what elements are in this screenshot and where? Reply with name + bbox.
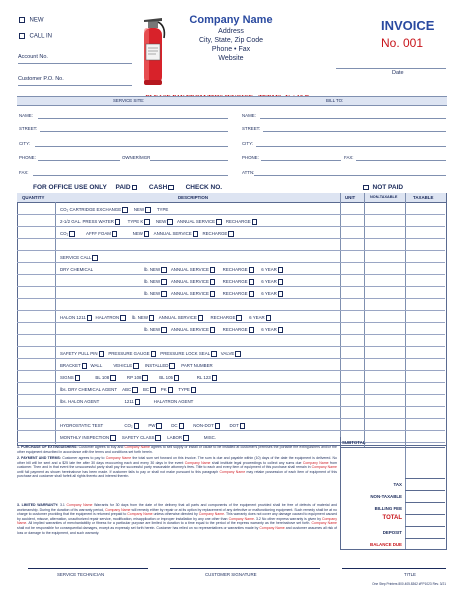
- cartridge-label: CO₂ CARTRIDGE EXCHANGE: [60, 207, 122, 212]
- six-year-label: 6 YEAR: [261, 327, 277, 332]
- terms-3-title: 3. LIMITED WARRANTY:: [17, 503, 59, 507]
- halon-agent-label: lbs. HALON AGENT: [60, 399, 100, 404]
- misc-label: MISC.: [203, 435, 217, 440]
- bill-to-label: BILL TO:: [326, 97, 344, 103]
- service-call-label: SERVICE CALL: [60, 255, 92, 260]
- recharge-label: RECHARGE: [222, 327, 248, 332]
- bc-label: BC: [142, 387, 150, 392]
- subtotal-label: SUBTOTAL: [342, 440, 366, 445]
- row-parts[interactable]: [60, 351, 241, 357]
- installed-label: INSTALLED: [144, 363, 169, 368]
- row-monthly[interactable]: [60, 435, 216, 441]
- totals-divider-2: [405, 437, 406, 549]
- recharge-label: RECHARGE: [222, 291, 248, 296]
- terms-1-text-b: agrees to sell supply or install or cause to be installed at customer's premises the portable fire extinguishers and/or the other equipment described in accordance with the terms and conditions set forth herein.: [17, 445, 338, 454]
- press-water-recharge-label: RECHARGE: [225, 219, 251, 224]
- not-paid-label: NOT PAID: [372, 184, 404, 191]
- terms-2: [17, 456, 337, 479]
- service-city-line[interactable]: [35, 146, 228, 147]
- dc-checkbox[interactable]: [179, 423, 185, 429]
- printer-footer: One Step Printers 800.405.8362 #FP1023 Rev. 3/21: [372, 582, 446, 586]
- bracket-label: BRACKET: [60, 363, 81, 368]
- office-use-row: [33, 184, 222, 191]
- row-halon-2[interactable]: [144, 327, 283, 333]
- pressure-gauge-label: PRESSURE GAUGE: [108, 351, 150, 356]
- invoice-title: INVOICE: [381, 18, 435, 33]
- rl123-label: RL 123: [196, 375, 211, 380]
- table-row-rule: [17, 406, 445, 407]
- press-water-type-checkbox[interactable]: [144, 219, 150, 225]
- totals-row-rule: [405, 478, 445, 479]
- totals-row-rule: [405, 490, 445, 491]
- terms-1-title: 1. PURCHASE OF EXTINGUISHERS:: [17, 445, 78, 449]
- halon-1211-agent-label: 1211: [124, 399, 134, 404]
- bill-name-line[interactable]: [260, 118, 446, 119]
- press-water-new-label: NEW: [156, 219, 167, 224]
- labor-checkbox[interactable]: [183, 435, 189, 441]
- deposit-label: DEPOSIT: [382, 530, 402, 535]
- bill-name-label: NAME:: [242, 113, 256, 118]
- service-name-line[interactable]: [38, 118, 228, 119]
- table-row-rule: [17, 262, 445, 263]
- dry-agent-label: lbs. DRY CHEMICAL AGENT: [60, 387, 117, 392]
- attn-line[interactable]: [254, 175, 446, 176]
- table-row-rule: [17, 418, 445, 419]
- halon-1211-checkbox[interactable]: [87, 315, 93, 321]
- rp108-label: RP 108: [126, 375, 142, 380]
- dry-3-recharge-checkbox[interactable]: [249, 291, 255, 297]
- recharge-label: RECHARGE: [222, 279, 248, 284]
- table-row-rule: [17, 370, 445, 371]
- co2-new-label: NEW: [132, 231, 143, 236]
- annual-service-label: ANNUAL SERVICE: [170, 291, 209, 296]
- halon-2-annual-checkbox[interactable]: [210, 327, 216, 333]
- halatron-checkbox[interactable]: [120, 315, 126, 321]
- dry-2-six-year-checkbox[interactable]: [278, 279, 284, 285]
- company-address: Address: [218, 28, 244, 35]
- table-row-rule: [17, 346, 445, 347]
- vehicle-label: VEHICLE: [113, 363, 133, 368]
- lb-new-label: lb. NEW: [144, 279, 161, 284]
- part-number-label: PART NUMBER: [181, 363, 213, 368]
- bill-fax-line[interactable]: [356, 160, 446, 161]
- bill-city-line[interactable]: [256, 146, 446, 147]
- co2-annual-checkbox[interactable]: [193, 231, 199, 237]
- date-label: Date: [392, 70, 404, 76]
- pull-pin-label: SAFETY PULL PIN: [60, 351, 98, 356]
- totals-row-rule: [405, 538, 445, 539]
- attn-label: ATTN:: [242, 170, 255, 175]
- terms-3: [17, 503, 337, 535]
- table-row-rule: [17, 394, 445, 395]
- company-website: Website: [218, 55, 244, 62]
- row-press-water[interactable]: [60, 219, 257, 225]
- co2-new-checkbox[interactable]: [144, 231, 150, 237]
- afff-foam-label: AFFF FOAM: [86, 231, 111, 236]
- table-row-rule: [17, 310, 445, 311]
- rl123-checkbox[interactable]: [212, 375, 218, 381]
- row-cartridge[interactable]: [60, 207, 168, 213]
- bl105-checkbox[interactable]: [174, 375, 180, 381]
- annual-service-label: ANNUAL SERVICE: [170, 267, 209, 272]
- halatron-agent-label: HALATRON AGENT: [153, 399, 194, 404]
- valve-label: VALVE: [220, 351, 235, 356]
- quantity-header: QUANTITY: [22, 195, 45, 200]
- balance-due-label: BALANCE DUE: [370, 542, 402, 547]
- co2-recharge-label: RECHARGE: [202, 231, 228, 236]
- service-phone-line[interactable]: [38, 160, 120, 161]
- co2-recharge-checkbox[interactable]: [228, 231, 234, 237]
- owner-mgr-label: OWNER/MGR: [122, 155, 151, 160]
- afff-foam-checkbox[interactable]: [112, 231, 118, 237]
- call-in-checkbox[interactable]: [19, 33, 25, 39]
- sites-header-bar: [17, 96, 447, 106]
- title-label: TITLE: [404, 572, 416, 577]
- co2-annual-label: ANNUAL SERVICE: [153, 231, 192, 236]
- service-street-line[interactable]: [40, 131, 228, 132]
- company-name: Company Name: [189, 14, 273, 26]
- service-phone-label: PHONE:: [19, 155, 36, 160]
- service-fax-label: FAX:: [19, 170, 29, 175]
- rp108-checkbox[interactable]: [142, 375, 148, 381]
- press-water-recharge-checkbox[interactable]: [252, 219, 258, 225]
- total-label: TOTAL: [382, 515, 402, 521]
- bill-phone-label: PHONE:: [242, 155, 259, 160]
- annual-service-label: ANNUAL SERVICE: [170, 279, 209, 284]
- dry-2-new-checkbox[interactable]: [161, 279, 167, 285]
- dry-1-annual-checkbox[interactable]: [210, 267, 216, 273]
- totals-row-rule: [405, 502, 445, 503]
- row-service-call[interactable]: [60, 255, 98, 261]
- table-row-rule: [17, 250, 445, 251]
- dry-1-recharge-checkbox[interactable]: [249, 267, 255, 273]
- terms-2-text: Customer agrees to pay to Company Name the total sum set forward on this invoice. The sum is due and payable within (10) days of the date the equipment is delivered. No other bill will be sent and a $25 late fee after 30 days reoccurring each and every 30 days in the event Company Name shall institute legal proceedings to collect any sums due Company Name from customer. Then and in that event the unsuccessful party shall pay the successful party reasonable attorney's fees. Title to each and every item of equipment of this purchase shall remain in Company Name until full payment as shown hereinabove has been made. If customer fails to pay or shall not make pursuant to this paragraph Company Name may retake possession of each item of equipment of this purchase and customer shall forfeit all rights thereto and interest therein.: [17, 456, 337, 479]
- taxable-header: TAXABLE: [413, 195, 434, 200]
- non-taxable-label: NON-TAXABLE: [370, 494, 402, 499]
- table-row-rule: [17, 226, 445, 227]
- cartridge-checkbox[interactable]: [122, 207, 128, 213]
- bl108-checkbox[interactable]: [110, 375, 116, 381]
- dry-3-annual-checkbox[interactable]: [210, 291, 216, 297]
- table-row-rule: [17, 358, 445, 359]
- press-water-annual-checkbox[interactable]: [216, 219, 222, 225]
- halon-2-recharge-checkbox[interactable]: [249, 327, 255, 333]
- service-city-label: CITY:: [19, 141, 30, 146]
- row-co2-foam[interactable]: [60, 231, 234, 237]
- check-no-label: CHECK NO.: [185, 184, 223, 191]
- co2-checkbox[interactable]: [69, 231, 75, 237]
- dry-2-recharge-checkbox[interactable]: [249, 279, 255, 285]
- customer-signature-line[interactable]: [170, 568, 320, 569]
- lb-new-label: lb. NEW: [144, 267, 161, 272]
- dot-label: DOT: [229, 423, 239, 428]
- halon-1211-agent-checkbox[interactable]: [135, 399, 141, 405]
- company-phone-fax: Phone • Fax: [211, 46, 251, 53]
- table-row-rule: [17, 238, 445, 239]
- new-checkbox[interactable]: [19, 17, 25, 23]
- table-row-rule: [17, 334, 445, 335]
- customer-signature-label: CUSTOMER SIGNATURE: [205, 572, 257, 577]
- hydro-co2-checkbox[interactable]: [134, 423, 140, 429]
- billing-fee-label: BILLING FEE: [374, 506, 402, 511]
- halon-1-six-year-checkbox[interactable]: [266, 315, 272, 321]
- recharge-label: RECHARGE: [210, 315, 236, 320]
- table-row-rule: [17, 286, 445, 287]
- press-water-new-checkbox[interactable]: [167, 219, 173, 225]
- halatron-label: HALATRON: [95, 315, 120, 320]
- invoice-number: No. 001: [381, 36, 424, 50]
- owner-mgr-line[interactable]: [150, 160, 228, 161]
- installed-checkbox[interactable]: [169, 363, 175, 369]
- co2-label: CO₂: [60, 231, 69, 236]
- row-dry-2[interactable]: [144, 279, 283, 285]
- halon-1-new-checkbox[interactable]: [149, 315, 155, 321]
- non-taxable-header: NON-TAXABLE: [370, 195, 398, 199]
- paid-checkbox[interactable]: [132, 185, 138, 191]
- terms-1-company: Company Name: [124, 445, 150, 449]
- service-fax-line[interactable]: [33, 175, 228, 176]
- account-no-line[interactable]: [18, 63, 132, 64]
- cartridge-new-checkbox[interactable]: [145, 207, 151, 213]
- bl105-label: BL 105: [159, 375, 173, 380]
- cash-checkbox[interactable]: [168, 185, 174, 191]
- bc-checkbox[interactable]: [150, 387, 156, 393]
- bill-phone-line[interactable]: [261, 160, 341, 161]
- type-checkbox[interactable]: [191, 387, 197, 393]
- pressure-lock-label: PRESSURE LOCK SEAL: [160, 351, 211, 356]
- hydro-test-label: HYDROSTATIC TEST: [60, 423, 104, 428]
- totals-row-rule: [405, 526, 445, 527]
- terms-3-text: 3.1 Company Name Warrants for 30 days from the date of the delivery that all parts and components of the equipment provided shall be free of defects of material and workmanship. During the duration of its warranty period, Company Name will remedy either by repair or at its option by replacement of any defective or malfunctioning equipment. Such remedy shall be at no charge to customer providing that the equipment is returned prepaid to Company Name unless otherwise directed by Company Name. This warranty does not cover any damage caused to equipment caused by accident, misuse, alternation, unauthorized repair service, modification, misapplication or improper installation by any one other than Company Name. 3.2 No other express warranty is given by Company Name. All implied warranties of merchantability or fitness for a particular purpose are limited in duration to a time equal to the period of the express warranty as the hereinabove set forth. Company Name shall not be responsible for consequential damages, except as expressly set forth herein. Customer has relied on no representatives or warranties made by Company Name and customer assumes all risk of loss or damage to the equipment, and such warranty.: [17, 503, 338, 535]
- bill-street-line[interactable]: [263, 131, 446, 132]
- new-checkbox-row[interactable]: [18, 17, 44, 23]
- row-halon-agent[interactable]: [60, 399, 193, 405]
- press-water-annual-label: ANNUAL SERVICE: [177, 219, 216, 224]
- type-label: TYPE: [178, 387, 190, 392]
- halon-2-six-year-checkbox[interactable]: [278, 327, 284, 333]
- annual-service-label: ANNUAL SERVICE: [158, 315, 197, 320]
- safety-class-label: SAFETY CLASS: [121, 435, 155, 440]
- bill-fax-label: FAX:: [344, 155, 354, 160]
- lb-new-label: lb. NEW: [144, 291, 161, 296]
- description-header: DESCRIPTION: [178, 195, 209, 200]
- not-paid-row: [362, 184, 403, 191]
- annual-service-label: ANNUAL SERVICE: [170, 327, 209, 332]
- row-dry-3[interactable]: [144, 291, 283, 297]
- six-year-label: 6 YEAR: [261, 267, 277, 272]
- wall-label: WALL: [90, 363, 103, 368]
- safety-class-checkbox[interactable]: [155, 435, 161, 441]
- company-city-state-zip: City, State, Zip Code: [198, 37, 264, 44]
- cartridge-type-label: TYPE: [156, 207, 169, 212]
- monthly-checkbox[interactable]: [110, 435, 116, 441]
- company-block: [172, 14, 290, 63]
- technician-signature-line[interactable]: [28, 568, 148, 569]
- vehicle-checkbox[interactable]: [133, 363, 139, 369]
- terms-2-title: 2. PAYMENT AND TERMS:: [17, 456, 61, 460]
- dry-chemical-label: DRY CHEMICAL: [60, 267, 94, 272]
- pw-label: PW: [148, 423, 156, 428]
- account-no-label: Account No.: [18, 54, 48, 60]
- non-dot-checkbox[interactable]: [215, 423, 221, 429]
- table-row-rule: [17, 214, 445, 215]
- technician-label: SERVICE TECHNICIAN: [57, 572, 105, 577]
- terms-1-text-a: Customer agrees to buy and: [78, 445, 124, 449]
- six-year-label: 6 YEAR: [249, 315, 265, 320]
- halon-1211-label: HALON 1211: [60, 315, 86, 320]
- signs-checkbox[interactable]: [75, 375, 81, 381]
- halon-1-recharge-checkbox[interactable]: [236, 315, 242, 321]
- service-call-checkbox[interactable]: [92, 255, 98, 261]
- six-year-label: 6 YEAR: [261, 291, 277, 296]
- monthly-label: MONTHLY INSPECTION: [60, 435, 110, 440]
- dry-1-new-checkbox[interactable]: [161, 267, 167, 273]
- press-water-checkbox[interactable]: [115, 219, 121, 225]
- cartridge-new-label: NEW: [133, 207, 145, 212]
- table-row-rule: [17, 430, 445, 431]
- cash-label: CASH: [148, 184, 168, 191]
- table-row-rule: [17, 298, 445, 299]
- call-in-checkbox-row[interactable]: [18, 33, 52, 39]
- dry-3-six-year-checkbox[interactable]: [278, 291, 284, 297]
- halon-1-annual-checkbox[interactable]: [198, 315, 204, 321]
- dry-2-annual-checkbox[interactable]: [210, 279, 216, 285]
- table-row-rule: [17, 382, 445, 383]
- table-row-rule: [17, 322, 445, 323]
- bracket-checkbox[interactable]: [82, 363, 88, 369]
- totals-row-rule: [340, 447, 445, 448]
- signs-label: SIGNS: [60, 375, 74, 380]
- non-dot-label: NON-DOT: [193, 423, 214, 428]
- recharge-label: RECHARGE: [222, 267, 248, 272]
- service-site-label: SERVICE SITE:: [113, 97, 145, 103]
- paid-label: PAID: [115, 184, 131, 191]
- hydro-co2-label: CO₂: [124, 423, 133, 428]
- fire-extinguisher-icon: [134, 16, 170, 88]
- pw-checkbox[interactable]: [156, 423, 162, 429]
- service-street-label: STREET:: [19, 126, 38, 131]
- row-hydro[interactable]: [60, 423, 245, 429]
- totals-row-rule: [405, 514, 445, 515]
- bl108-label: BL 108: [95, 375, 110, 380]
- title-line[interactable]: [342, 568, 446, 569]
- row-bracket[interactable]: [60, 363, 213, 369]
- press-water-type-label: TYPE K: [127, 219, 144, 224]
- dc-label: DC: [171, 423, 178, 428]
- labor-label: LABOR: [167, 435, 183, 440]
- row-dry-agent[interactable]: [60, 387, 196, 393]
- new-label: NEW: [29, 17, 44, 24]
- dry-3-new-checkbox[interactable]: [161, 291, 167, 297]
- pressure-gauge-checkbox[interactable]: [151, 351, 157, 357]
- row-halon-1[interactable]: [60, 315, 271, 321]
- valve-checkbox[interactable]: [235, 351, 241, 357]
- not-paid-checkbox[interactable]: [363, 185, 369, 191]
- pk-label: PK: [160, 387, 167, 392]
- bill-city-label: CITY:: [242, 141, 253, 146]
- pk-checkbox[interactable]: [168, 387, 174, 393]
- lb-new-label: lb. NEW: [144, 327, 161, 332]
- dot-checkbox[interactable]: [240, 423, 246, 429]
- pull-pin-checkbox[interactable]: [99, 351, 105, 357]
- service-name-label: NAME:: [19, 113, 33, 118]
- row-dry-1[interactable]: [144, 267, 283, 273]
- tax-label: TAX: [393, 482, 402, 487]
- six-year-label: 6 YEAR: [261, 279, 277, 284]
- pressure-lock-checkbox[interactable]: [211, 351, 217, 357]
- press-water-label: 2-1/2 GAL. PRESS WATER: [60, 219, 114, 224]
- lb-new-label: lb. NEW: [131, 315, 148, 320]
- abc-checkbox[interactable]: [132, 387, 138, 393]
- terms-1: [17, 445, 337, 454]
- date-line[interactable]: [336, 68, 446, 69]
- abc-label: ABC: [122, 387, 132, 392]
- table-row-rule: [17, 274, 445, 275]
- unit-header: UNIT: [345, 195, 356, 200]
- customer-po-label: Customer P.O. No.: [18, 76, 64, 82]
- halon-2-new-checkbox[interactable]: [161, 327, 167, 333]
- office-use-label: FOR OFFICE USE ONLY: [33, 184, 107, 191]
- bill-street-label: STREET:: [242, 126, 261, 131]
- dry-1-six-year-checkbox[interactable]: [278, 267, 284, 273]
- row-signs[interactable]: [60, 375, 217, 381]
- call-in-label: CALL IN: [29, 33, 52, 40]
